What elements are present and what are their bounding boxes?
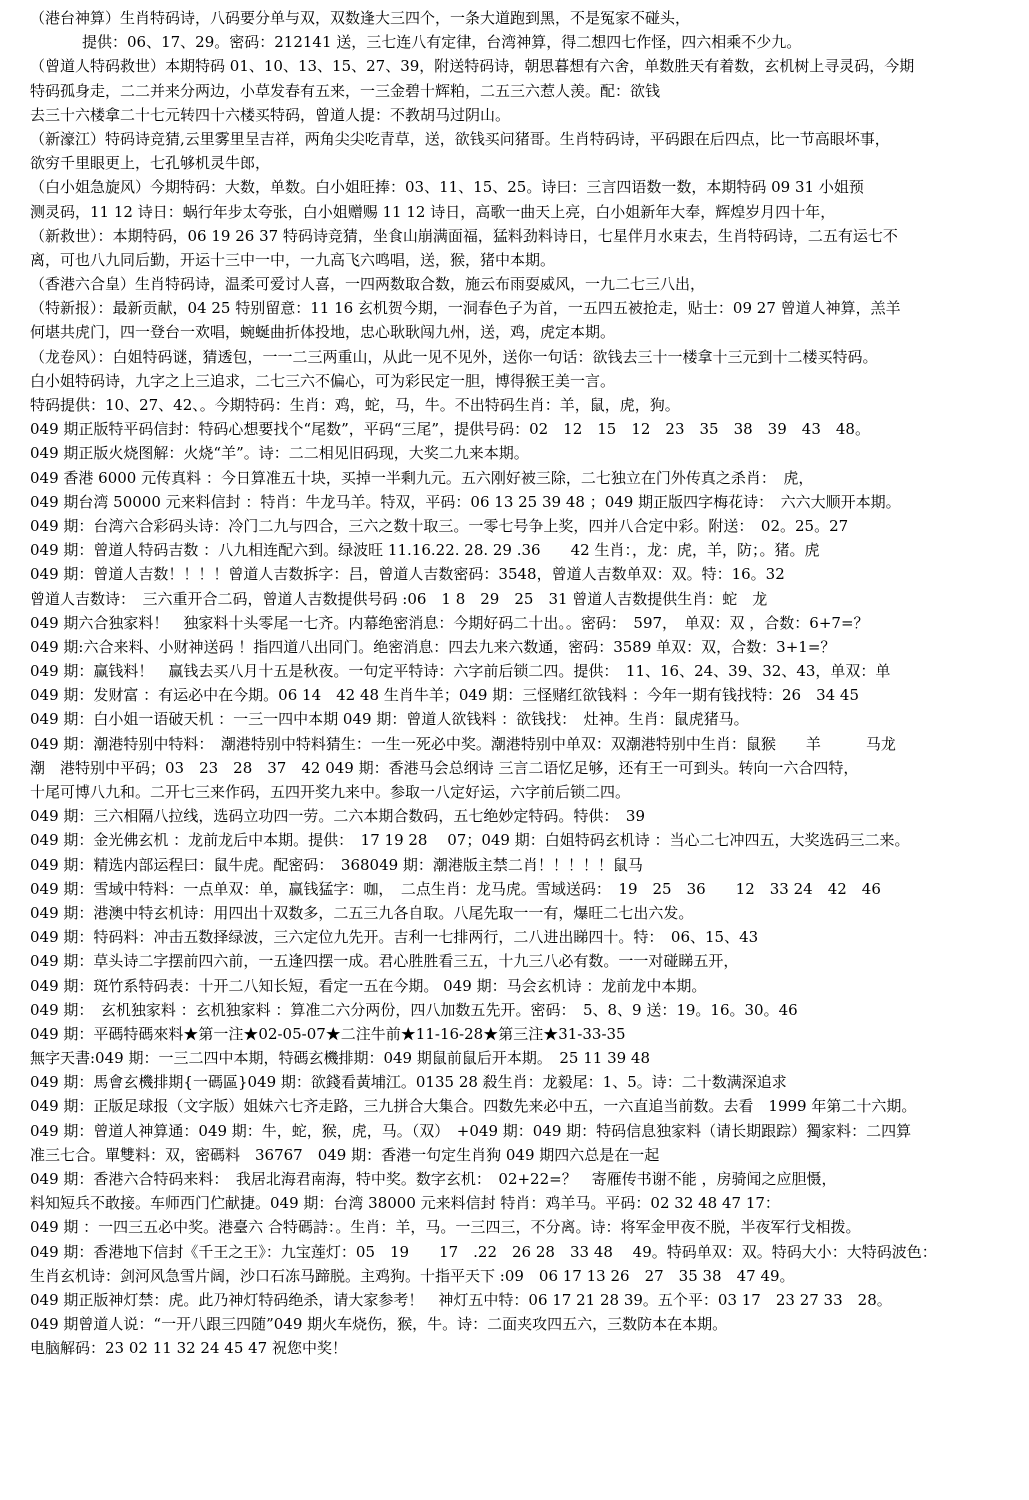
text-line: 049 期曾道人说：“一开八跟三四随”049 期火车烧伤，猴，牛。诗：二面夹攻四五六，三数防本在本期。	[30, 1315, 728, 1334]
text-line: 049 期：精选内部运程曰：鼠牛虎。配密码： 368049 期：潮港版主禁二肖！！！！！鼠马	[30, 855, 643, 874]
text-line: （曾道人特码救世）本期特码 01、10、13、15、27、39，附送特码诗，朝思暮想有六舍，单数胜天有着数，玄机树上寻灵码，今期	[30, 57, 915, 76]
text-line: （新救世）：本期特码，06 19 26 37 特码诗竞猜，坐食山崩满面福，猛料劲料诗日，七星伴月水束去，生肖特码诗，二五有运七不	[30, 226, 898, 245]
text-line: 049 期： 玄机独家料 ：玄机独家料 ：算准二六分两份，四八加数五先开。密码： 5、8、9 送：19。16。30。46	[30, 1000, 798, 1019]
text-line: 049 期 ：一四三五必中奖。港臺六 合特碼詩：。生肖：羊，马。一三四三，不分离。诗：将军金甲夜不脱，半夜军行戈相拨。	[30, 1218, 861, 1237]
text-line: 049 期六合独家料！ 独家料十头零尾一七齐。内幕绝密消息：今期好码二十出。。密码： 597， 单双：双 ，合数：6+7=？	[30, 613, 869, 632]
text-line: 特码提供：10、27、42、。今期特码：生肖：鸡，蛇，马，牛。不出特码生肖：羊，鼠，虎，狗。	[30, 396, 680, 414]
text-line: 049 期：平碼特碼來料★第一注★02-05-07★二注牛前★11-16-28★第三注★31-33-35	[30, 1024, 626, 1043]
text-line: 049 期:六合来料、小财神送码 ！指四道八出同门。绝密消息：四去九来六数通，密码：3589 单双：双，合数：3+1=？	[30, 637, 836, 656]
text-line: 049 期正版火烧图解：火烧“羊”。诗：二二相见旧码现，大奖二九来本期。	[30, 444, 529, 463]
text-line	[30, 1361, 1007, 1385]
text-line: 049 期台湾 50000 元来料信封 ：特肖：牛龙马羊。特双，平码：06 13 25 39 48 ；049 期正版四字梅花诗： 六六大顺开本期。	[30, 492, 901, 511]
text-line: 049 期：白小姐一语破天机 ：一三一四中本期 049 期：曾道人欲钱料 ：欲钱找： 灶神。生肖：鼠虎猪马。	[30, 710, 749, 729]
text-line: 049 期：香港六合特码来料： 我居北海君南海，特中奖。数字玄机： 02+22=？ 寄雁传书谢不能 ，房骑闻之应胆慑，	[30, 1170, 837, 1188]
text-line: 049 期正版特平码信封：特码心想要找个“尾数”，平码“三尾”，提供号码：02 12 15 12 23 35 38 39 43 48。	[30, 420, 870, 439]
text-line: 十尾可博八九和。二开七三来作码，五四开奖九来中。参取一八定好运，六字前后锁二四。	[30, 783, 631, 801]
text-line: 准三七合。單雙料：双，密碼料 36767 049 期：香港一句定生肖狗 049 期四六总是在一起	[30, 1145, 660, 1164]
text-line: 049 期：雪域中特料：一点单双：单，赢钱猛字：咖， 二点生肖：龙马虎。雪域送码： 19 25 36 12 33 24 42 46	[30, 879, 881, 898]
text-line	[30, 1409, 1007, 1433]
text-line: 049 期：香港地下信封《千王之王》：九宝莲灯：05 19 17 .22 26 28 33 48 49。特码单双：双。特码大小：大特码波色：	[30, 1242, 937, 1261]
text-line: 049 香港 6000 元传真料 ：今日算准五十块，买掉一半剩九元。五六刚好被三除，二七独立在门外传真之杀肖： 虎，	[30, 468, 814, 487]
text-line	[30, 1385, 1007, 1409]
text-line: 049 期：馬會玄機排期{一碼區}049 期：欲錢看黃埔江。0135 28 殺生肖：龙毅尾：1、5。诗：二十数满深追求	[30, 1073, 787, 1092]
text-line: 049 期：三六相隔八拉线，选码立功四一劳。二六本期合数码，五七绝妙定特码。特供： 39	[30, 807, 645, 826]
text-line: 049 期：金光佛玄机 ：龙前龙后中本期。提供： 17 19 28 07；049 期：白姐特码玄机诗 ：当心二七冲四五，大奖选码三二来。	[30, 831, 910, 850]
text-line: 049 期：发财富 ：有运必中在今期。06 14 42 48 生肖牛羊；049 期：三怪赌红欲钱料 ：今年一期有钱找特：26 34 45	[30, 686, 860, 705]
text-line: 电脑解码：23 02 11 32 24 45 47 祝您中奖！	[30, 1339, 347, 1358]
text-line: 欲穷千里眼更上，七孔够机灵牛郎，	[30, 154, 271, 173]
text-line: 料知短兵不敢接。车师西门伫献捷。049 期：台湾 38000 元来料信封 特肖：鸡羊马。平码：02 32 48 47 17：	[30, 1194, 780, 1213]
text-line: （白小姐急旋风）今期特码：大数，单数。白小姐旺捧：03、11、15、25。诗曰：三言四语数一数，本期特码 09 31 小姐预	[30, 178, 864, 197]
text-line: 提供：06、17、29。密码：212141 送，三七连八有定律，台湾神算，得二想四七作怪，四六相乘不少九。	[82, 33, 802, 52]
text-line: 白小姐特码诗，九字之上三追求，二七三六不偏心，可为彩民定一胆，博得猴王美一言。	[30, 371, 616, 390]
text-line: （香港六合皇）生肖特码诗，温柔可爱讨人喜，一四两数取合数，施云布雨耍威风，一九二七三八出，	[30, 275, 706, 294]
text-line: 無字天書:049 期：一三二四中本期，特碼玄機排期：049 期鼠前鼠后开本期。 25 11 39 48	[30, 1049, 651, 1068]
text-line: 测灵码，11 12 诗日：蜗行年步太夸张，白小姐赠赐 11 12 诗日，高歌一曲天上亮，白小姐新年大奉，辉煌岁月四十年，	[30, 202, 836, 221]
text-line: 049 期：曾道人神算通：049 期：牛，蛇，猴，虎，马。（双） +049 期：049 期：特码信息独家料（请长期跟踪）獨家料：二四算	[30, 1121, 912, 1140]
text-line: （特新报）：最新贡献，04 25 特别留意：11 16 玄机贺今期，一洞春色子为首，一五四五被抢走，贴士：09 27 曾道人神算，羔羊	[30, 299, 901, 318]
text-line: 049 期：台湾六合彩码头诗：冷门二九与四合，三六之数十取三。一零七号争上奖，四并八合定中彩。附送： 02。25。27	[30, 516, 849, 535]
text-line: （新濠江）特码诗竞猜,云里雾里呈吉祥，两角尖尖吃青草，送，欲钱买问猪哥。生肖特码诗，平码跟在后四点，比一节高眼坏事，	[30, 129, 890, 148]
text-line: 049 期：潮港特别中特料： 潮港特别中特料猜生：一生一死必中奖。潮港特别中单双：双潮港特别中生肖：鼠猴 羊 马龙	[30, 734, 896, 753]
text-line: 潮 港特别中平码；03 23 28 37 42 049 期：香港马会总纲诗 三言二语忆足够，还有王一可到头。转向一六合四特，	[30, 758, 859, 777]
text-line: 049 期正版神灯禁：虎。此乃神灯特码绝杀，请大家参考！ 神灯五中特：06 17 21 28 39。五个平：03 17 23 27 33 28。	[30, 1290, 892, 1309]
text-line: 曾道人吉数诗： 三六重开合二码，曾道人吉数提供号码 :06 1 8 29 25 31 曾道人吉数提供生肖：蛇 龙	[30, 589, 768, 608]
text-line: 049 期：曾道人特码吉数 ：八九相连配六到。绿波旺 11.16.22. 28. 29 .36 42 生肖：，龙：虎，羊，防；。猪。虎	[30, 541, 820, 560]
text-line: 特码孤身走，二二并来分两边，小草发春有五来，一三金碧十辉粕，二五三六惹人羡。配：欲钱	[30, 81, 661, 100]
text-line: 049 期：草头诗二字摆前四六前，一五逢四摆一成。君心胜胜看三五，十九三八必有数。一一对碰睇五开，	[30, 952, 739, 971]
text-line: 何堪共虎门，四一登台一欢唱，蜿蜒曲折体投地，忠心耿耿闯九州，送，鸡，虎定本期。	[30, 323, 616, 342]
text-line	[30, 1433, 1007, 1457]
text-line: 049 期：港澳中特玄机诗：用四出十双数多，二五三九各自取。八尾先取一一有，爆旺二七出六发。	[30, 903, 694, 922]
text-line: 049 期：正版足球报（文字版）姐妹六七齐走路，三九拼合大集合。四数先来必中五，一六直追当前数。去看 1999 年第二十六期。	[30, 1097, 917, 1116]
text-line: 049 期：斑竹系特码表：十开二八知长短，看定一五在今期。 049 期：马会玄机诗 ：龙前龙中本期。	[30, 976, 707, 995]
text-line: 049 期：曾道人吉数！！！！曾道人吉数拆字：吕，曾道人吉数密码：3548，曾道人吉数单双：双。特：16。32	[30, 565, 785, 584]
text-line: 离，可也八九同后勤，开运十三中一中，一九高飞六鸣唱，送，猴，猪中本期。	[30, 250, 556, 269]
text-line: （港台神算）生肖特码诗，八码要分单与双，双数逢大三四个，一条大道跑到黑，不是冤家不碰头，	[30, 9, 691, 27]
text-line: （龙卷风）：白姐特码谜，猜透包，一一二三两重山，从此一见不见外，送你一句话：欲钱去三十一楼拿十三元到十二楼买特码。	[30, 347, 878, 366]
text-line: 去三十六楼拿二十七元转四十六楼买特码，曾道人提：不教胡马过阴山。	[30, 105, 511, 124]
text-line: 049 期：赢钱料！ 赢钱去买八月十五是秋夜。一句定平特诗：六字前后锁二四。提供： 11、16、24、39、32、43，单双：单	[30, 662, 891, 681]
text-line: 049 期：特码料：冲击五数择绿波，三六定位九先开。吉利一七排两行，二八进出睇四十。特： 06、15、43	[30, 928, 759, 947]
text-line: 生肖玄机诗：剑河风急雪片阔，沙口石冻马蹄脱。主鸡狗。十指平天下 :09 06 17 13 26 27 35 38 47 49。	[30, 1266, 795, 1285]
